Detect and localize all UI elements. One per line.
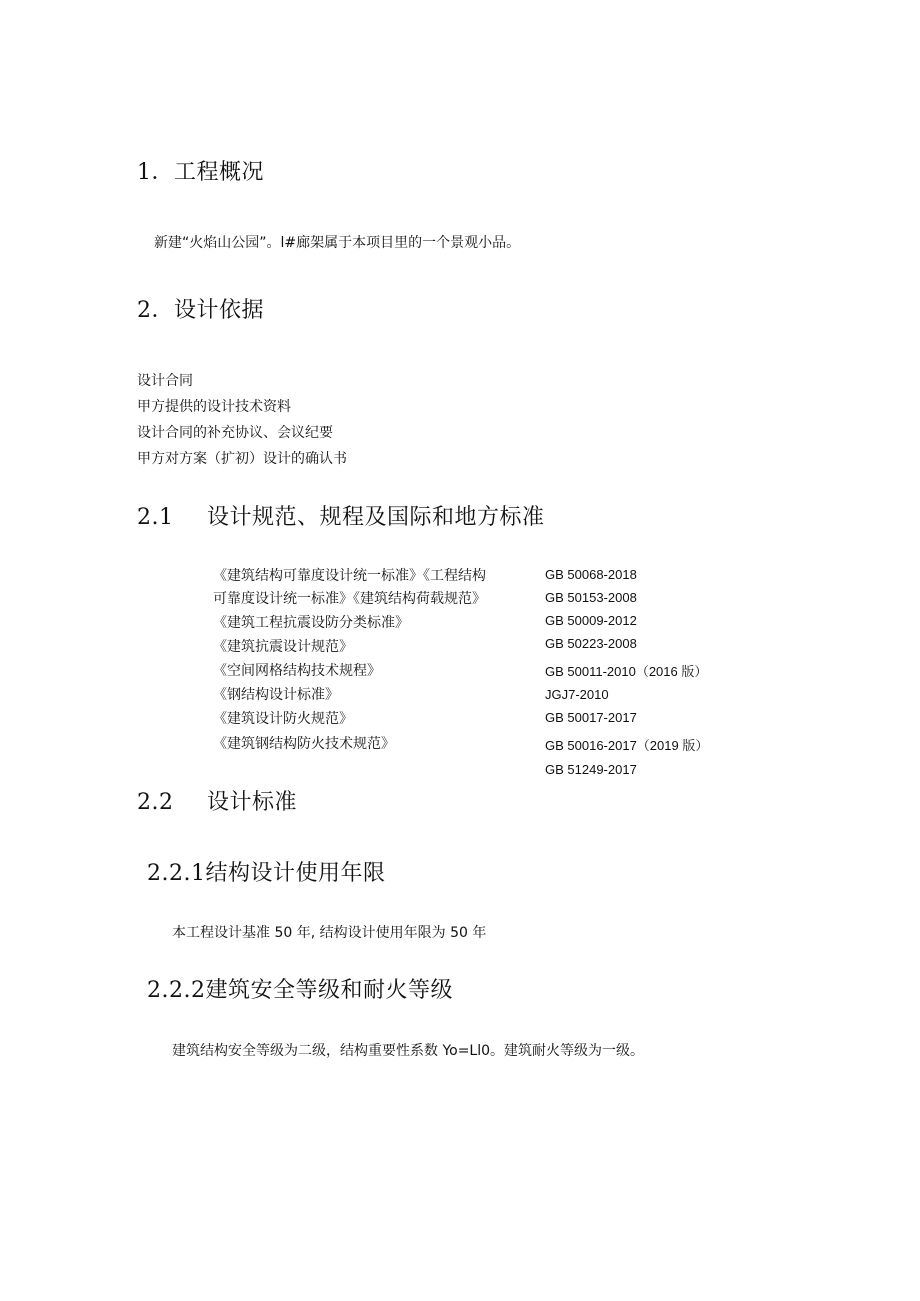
standard-title: 《空间网格结构技术规程》	[213, 663, 381, 679]
standard-title: 《建筑抗震设计规范》	[213, 639, 353, 655]
section-2-2-heading	[137, 785, 297, 816]
standard-code: GB 50016-2017（2019 版）	[545, 738, 709, 753]
standard-title: 《建筑钢结构防火技术规范》	[213, 736, 395, 752]
section-2-2-2-heading: 2.2.2建筑安全等级和耐火等级	[147, 978, 453, 1003]
standard-code: GB 50009-2012	[545, 613, 637, 628]
basis-item: 设计合同	[137, 373, 193, 389]
standard-title: 《建筑结构可靠度设计统一标准》《工程结构	[213, 568, 486, 584]
section-1-text: 新建“火焰山公园”。l#廊架属于本项目里的一个景观小品。	[154, 235, 521, 251]
standard-code: GB 50153-2008	[545, 590, 637, 605]
section-2-2-title: 设计标准	[207, 790, 298, 815]
section-2-2-1-heading: 2.2.1结构设计使用年限	[147, 861, 386, 886]
section-1-heading	[137, 155, 264, 186]
standard-title: 《钢结构设计标准》	[213, 687, 339, 703]
basis-item: 甲方提供的设计技术资料	[137, 399, 291, 415]
section-2-1-heading	[137, 500, 545, 531]
standard-code: JGJ7-2010	[545, 687, 609, 702]
standard-title: 《建筑工程抗震设防分类标准》	[213, 615, 409, 631]
standard-code: GB 50011-2010（2016 版）	[545, 664, 708, 679]
standard-code: GB 50223-2008	[545, 636, 637, 651]
basis-item: 甲方对方案（扩初）设计的确认书	[137, 451, 347, 467]
section-1-title: 工程概况	[174, 160, 265, 185]
standard-code: GB 50017-2017	[545, 710, 637, 725]
standard-title: 可靠度设计统一标准》《建筑结构荷载规范》	[213, 591, 486, 607]
section-2-title: 设计依据	[174, 298, 265, 323]
section-2-1-title: 设计规范、规程及国际和地方标准	[207, 505, 545, 530]
section-2-2-number: 2.2	[137, 790, 174, 815]
section-2-2-2-text: 建筑结构安全等级为二级，结构重要性系数 Yo=Ll0。建筑耐火等级为一级。	[172, 1043, 645, 1059]
basis-item: 设计合同的补充协议、会议纪要	[137, 425, 333, 441]
section-2-heading	[137, 293, 264, 324]
section-2-number: 2．	[137, 298, 174, 323]
standard-code: GB 50068-2018	[545, 567, 637, 582]
standard-title: 《建筑设计防火规范》	[213, 711, 353, 727]
section-2-2-1-text: 本工程设计基准 50 年, 结构设计使用年限为 50 年	[172, 925, 487, 941]
section-1-number: 1．	[137, 160, 174, 185]
section-2-1-number: 2.1	[137, 505, 174, 530]
standard-code: GB 51249-2017	[545, 762, 637, 777]
